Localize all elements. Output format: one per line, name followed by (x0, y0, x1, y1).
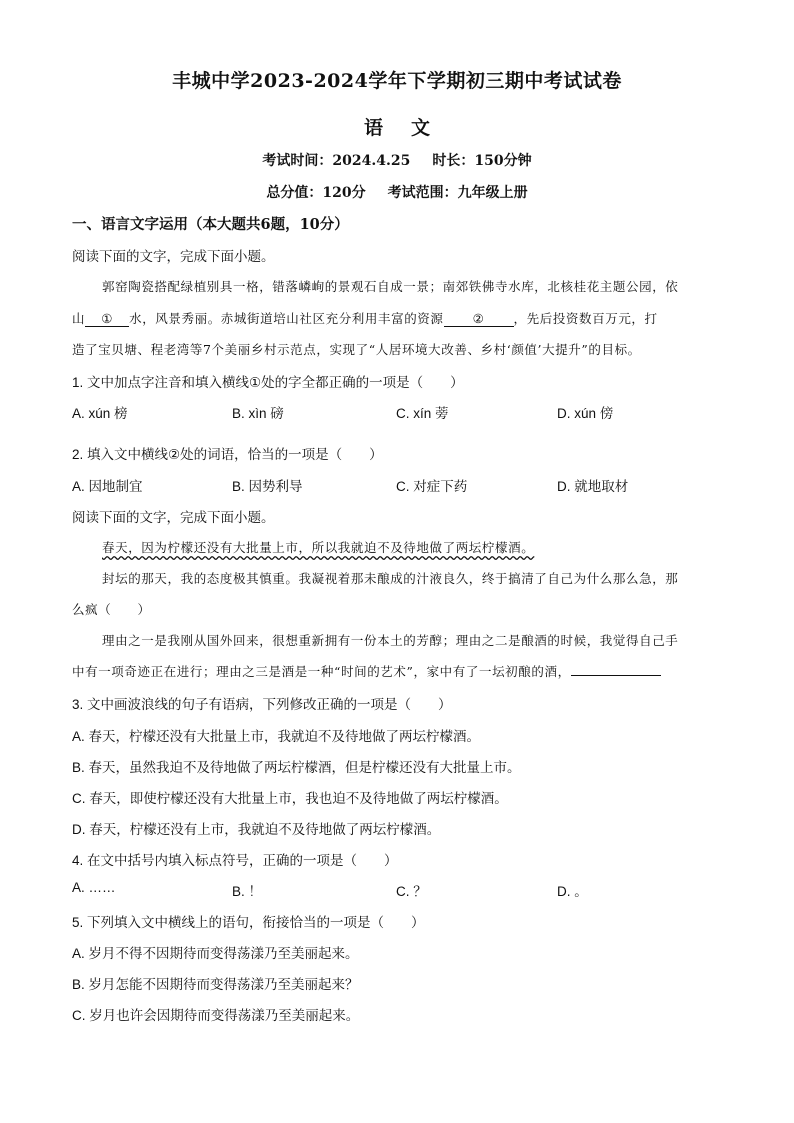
question-4-stem: 4. 在文中括号内填入标点符号，正确的一项是（ ） (72, 853, 398, 868)
passage1-line1: 郭窑陶瓷搭配绿植别具一格，错落嶙峋的景观石自成一景；南郊铁佛寺水库，北核桂花主题公园，依 (102, 279, 679, 294)
question-2-stem: 2. 填入文中横线②处的词语，恰当的一项是（ ） (72, 447, 383, 462)
passage1-line2: 山 ① 水，风景秀丽。赤城街道培山社区充分利用丰富的资源 ② ，先后投资数百万元，打 (72, 311, 658, 326)
exam-total-score: 总分值：120分 (266, 185, 366, 201)
q2-option-b: B. 因势利导 (232, 479, 303, 494)
passage2-line3: 理由之一是我刚从国外回来，很想重新拥有一份本土的芳醇；理由之二是酿酒的时候，我觉得自己手 (102, 633, 679, 648)
exam-time-info (0, 150, 794, 170)
question-5-stem: 5. 下列填入文中横线上的语句，衔接恰当的一项是（ ） (72, 915, 425, 930)
q3-option-c: C. 春天，即使柠檬还没有大批量上市，我也迫不及待地做了两坛柠檬酒。 (72, 791, 508, 806)
q4-option-b: B. ！ (232, 884, 263, 899)
exam-date: 考试时间：2024.4.25 (262, 153, 411, 169)
exam-duration: 时长：150分钟 (432, 153, 532, 169)
reading-instruction-2: 阅读下面的文字，完成下面小题。 (72, 510, 275, 525)
q3-option-d: D. 春天，柠檬还没有上市，我就迫不及待地做了两坛柠檬酒。 (72, 822, 441, 837)
q3-option-b: B. 春天，虽然我迫不及待地做了两坛柠檬酒，但是柠檬还没有大批量上市。 (72, 760, 521, 775)
subject-title: 语文 (363, 117, 458, 139)
wavy-underlined-sentence: 春天，因为柠檬还没有大批量上市，所以我就迫不及待地做了两坛柠檬酒。 (102, 540, 535, 555)
exam-score-info (0, 182, 794, 202)
q1-option-d: D. xún 傍 (557, 406, 614, 421)
blank-3 (571, 675, 661, 676)
q1-option-b: B. xìn 磅 (232, 406, 284, 421)
q5-option-b: B. 岁月怎能不因期待而变得荡漾乃至美丽起来？ (72, 977, 359, 992)
q4-option-c: C. ？ (396, 884, 427, 899)
passage2-line4: 中有一项奇迹正在进行；理由之三是酒是一种“时间的艺术”，家中有了一坛初酿的酒， (72, 662, 722, 680)
q3-option-a: A. 春天，柠檬还没有大批量上市，我就迫不及待地做了两坛柠檬酒。 (72, 729, 481, 744)
question-3-stem: 3. 文中画波浪线的句子有语病，下列修改正确的一项是（ ） (72, 697, 452, 712)
passage1-line3: 造了宝贝塘、程老湾等7个美丽乡村示范点，实现了“人居环境大改善、乡村‘颜值’大提升”的目标。 (72, 342, 641, 357)
exam-title: 丰城中学2023-2024学年下学期初三期中考试试卷 (172, 70, 622, 92)
exam-scope: 考试范围：九年级上册 (387, 185, 528, 201)
q1-option-a: A. xún 榜 (72, 406, 128, 421)
passage2-line2: 么疯（ ） (72, 602, 151, 617)
q2-option-c: C. 对症下药 (396, 479, 468, 494)
blank-1: ① (85, 312, 129, 327)
q4-option-a: A. …… (72, 880, 116, 895)
q5-option-a: A. 岁月不得不因期待而变得荡漾乃至美丽起来。 (72, 946, 359, 961)
q5-option-c: C. 岁月也许会因期待而变得荡漾乃至美丽起来。 (72, 1008, 360, 1023)
reading-instruction-1: 阅读下面的文字，完成下面小题。 (72, 249, 275, 264)
q2-option-a: A. 因地制宜 (72, 479, 143, 494)
q2-option-d: D. 就地取材 (557, 479, 629, 494)
q4-option-d: D. 。 (557, 884, 588, 899)
blank-2: ② (444, 312, 514, 327)
passage2-line1: 封坛的那天，我的态度极其慎重。我凝视着那未酿成的汁液良久，终于搞清了自己为什么那么急，那 (102, 571, 679, 586)
section-heading: 一、语言文字运用（本大题共6题，10分） (72, 216, 349, 233)
q1-option-c: C. xín 蒡 (396, 406, 449, 421)
question-1-stem: 1. 文中加点字注音和填入横线①处的字全都正确的一项是（ ） (72, 375, 464, 390)
